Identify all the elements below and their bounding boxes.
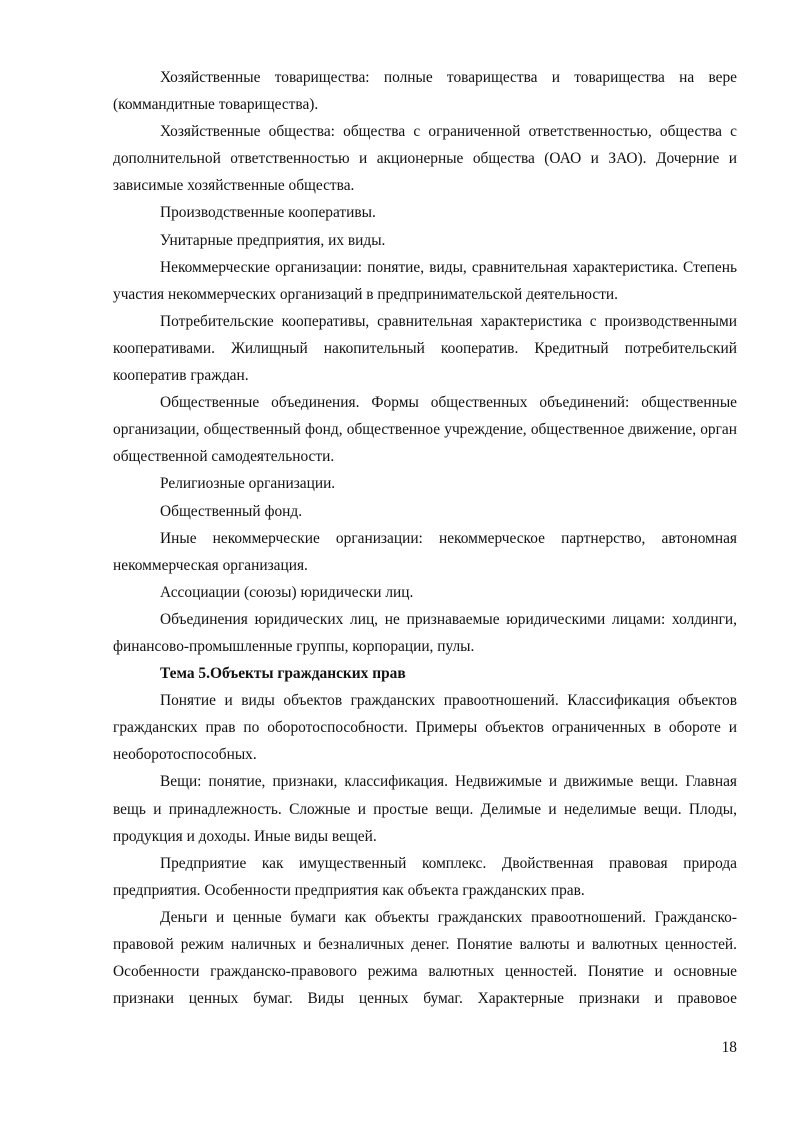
paragraph-production-cooperatives: Производственные кооперативы. (160, 204, 376, 222)
paragraph-other-non-commercial: Иные некоммерческие организации: некоммерческое партнерство, автономная некоммерческая организация. (113, 529, 737, 574)
paragraph-business-companies: Хозяйственные общества: общества с ограниченной ответственностью, общества с дополнительной ответственностью и акционерные общества (ОАО и ЗАО). Дочерние и зависимые хозяйственные общества. (113, 123, 737, 195)
paragraph-things: Вещи: понятие, признаки, классификация. Недвижимые и движимые вещи. Главная вещь и принадлежность. Сложные и простые вещи. Делимые и неделимые вещи. Плоды, продукция и доходы. Иные виды вещей. (113, 773, 737, 845)
paragraph-unincorporated-associations: Объединения юридических лиц, не признаваемые юридическими лицами: холдинги, финансово-промышленные группы, корпорации, пулы. (113, 610, 737, 655)
paragraph-non-commercial-organizations: Некоммерческие организации: понятие, виды, сравнительная характеристика. Степень участия некоммерческих организаций в предпринимательской деятельности. (113, 258, 737, 303)
paragraph-religious-organizations: Религиозные организации. (160, 475, 336, 493)
document-page (113, 64, 737, 1012)
paragraph-associations-unions: Ассоциации (союзы) юридически лиц. (160, 583, 414, 601)
paragraph-public-associations: Общественные объединения. Формы общественных объединений: общественные организации, общественный фонд, общественное учреждение, общественное движение, орган общественной самодеятельности. (113, 394, 737, 466)
paragraph-objects-classification: Понятие и виды объектов гражданских правоотношений. Классификация объектов гражданских прав по оборотоспособности. Примеры объектов ограниченных в обороте и необоротоспособных. (113, 692, 737, 764)
paragraph-public-fund: Общественный фонд. (160, 502, 303, 520)
section-heading-topic-5: Тема 5.Объекты гражданских прав (160, 665, 406, 683)
paragraph-money-securities: Деньги и ценные бумаги как объекты гражданских правоотношений. Гражданско-правовой режим наличных и безналичных денег. Понятие валюты и валютных ценностей. Особенности гражданско-правового режима валютных ценностей. Понятие и основные признаки ценных бумаг. Виды ценных бумаг. Характерные признаки и правовое (113, 908, 737, 1008)
page-number: 18 (721, 1039, 737, 1056)
paragraph-consumer-cooperatives: Потребительские кооперативы, сравнительная характеристика с производственными кооперативами. Жилищный накопительный кооператив. Кредитный потребительский кооператив граждан. (113, 312, 737, 385)
paragraph-general-partnerships: Хозяйственные товарищества: полные товарищества и товарищества на вере (коммандитные товарищества). (113, 69, 737, 114)
paragraph-enterprise-property-complex: Предприятие как имущественный комплекс. Двойственная правовая природа предприятия. Особенности предприятия как объекта гражданских прав. (113, 854, 737, 899)
paragraph-unitary-enterprises: Унитарные предприятия, их виды. (160, 231, 386, 249)
